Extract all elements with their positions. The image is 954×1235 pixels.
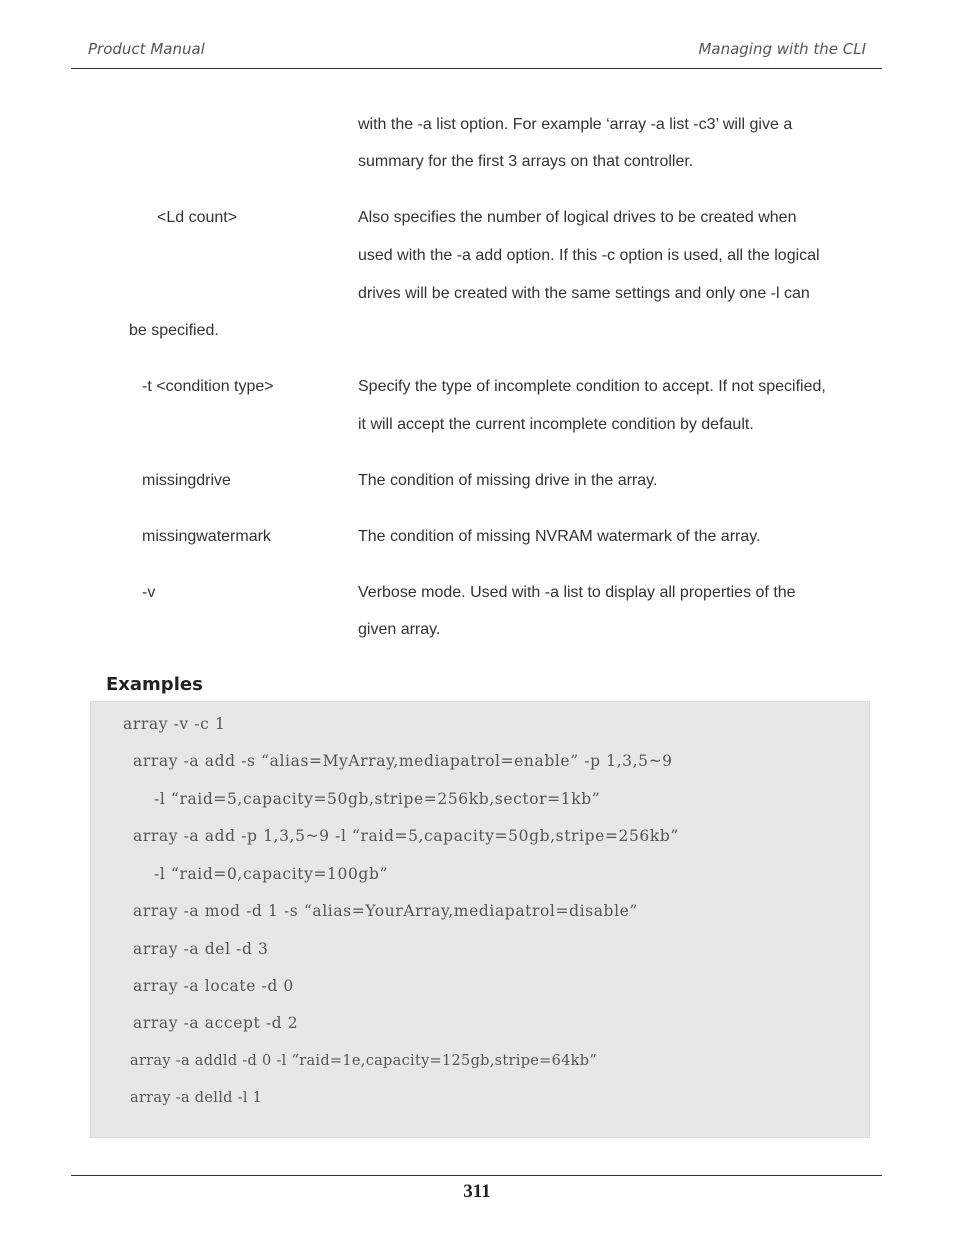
code-line: -l “raid=5,capacity=50gb,stripe=256kb,sector=1kb” (154, 790, 601, 808)
option-description-line: The condition of missing NVRAM watermark of the array. (358, 528, 761, 545)
code-line: array -a locate -d 0 (133, 977, 294, 995)
code-line: array -a accept -d 2 (133, 1014, 299, 1032)
code-line: array -a addld -d 0 -l “raid=1e,capacity=125gb,stripe=64kb” (130, 1053, 598, 1069)
page-number: 311 (463, 1181, 491, 1202)
option-description-line: drives will be created with the same settings and only one -l can (358, 285, 810, 302)
option-description-line: with the -a list option. For example ‘array -a list -c3’ will give a (358, 116, 793, 133)
option-description-line: Also specifies the number of logical drives to be created when (358, 209, 797, 226)
code-line: array -a add -p 1,3,5~9 -l “raid=5,capacity=50gb,stripe=256kb” (133, 827, 679, 845)
header-section-title: Managing with the CLI (698, 40, 866, 58)
option-description-line: used with the -a add option. If this -c option is used, all the logical (358, 247, 820, 264)
option-description-line: Specify the type of incomplete condition to accept. If not specified, (358, 378, 826, 395)
code-line: array -a delld -l 1 (130, 1090, 263, 1106)
code-line: array -a del -d 3 (133, 940, 269, 958)
option-term-ld-count: <Ld count> (157, 209, 238, 226)
header-manual-title: Product Manual (88, 40, 205, 58)
option-term-missingwatermark: missingwatermark (142, 528, 271, 545)
option-term-verbose: -v (142, 584, 156, 601)
option-description-line: summary for the first 3 arrays on that controller. (358, 153, 694, 170)
option-description-line: it will accept the current incomplete condition by default. (358, 416, 754, 433)
option-term-condition-type: -t <condition type> (142, 378, 274, 395)
code-line: array -a add -s “alias=MyArray,mediapatrol=enable” -p 1,3,5~9 (133, 752, 673, 770)
footer-divider (71, 1175, 882, 1176)
option-description-line: be specified. (129, 322, 219, 339)
code-line: -l “raid=0,capacity=100gb” (154, 865, 388, 883)
code-line: array -v -c 1 (123, 715, 226, 733)
option-description-line: Verbose mode. Used with -a list to display all properties of the (358, 584, 796, 601)
option-description-line: The condition of missing drive in the array. (358, 472, 658, 489)
option-term-missingdrive: missingdrive (142, 472, 231, 489)
examples-heading: Examples (106, 674, 203, 695)
header-divider (71, 68, 882, 69)
code-line: array -a mod -d 1 -s “alias=YourArray,mediapatrol=disable” (133, 902, 638, 920)
option-description-line: given array. (358, 621, 441, 638)
